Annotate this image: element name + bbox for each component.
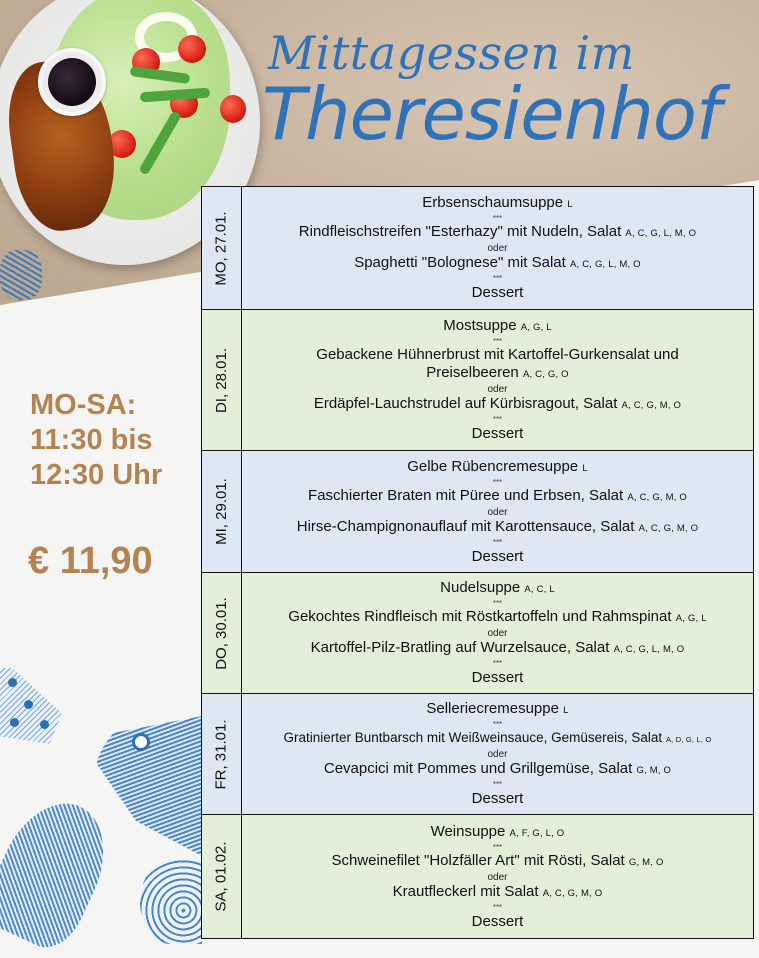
page-title: Theresienhof — [262, 72, 721, 156]
main-dish-2: Spaghetti "Bolognese" mit Salat — [354, 254, 566, 271]
allergens: A, C, G, M, O — [638, 522, 699, 534]
date-cell — [202, 815, 242, 938]
main-dish-2: Cevapcici mit Pommes und Grillgemüse, Salat — [323, 760, 633, 777]
allergens: A, C, G, O — [522, 369, 569, 380]
menu-row-monday — [202, 187, 753, 310]
main-dish-1: Schweinefilet "Holzfäller Art" mit Rösti, Salat — [331, 851, 625, 869]
allergens: A, C, G, M, O — [542, 887, 603, 899]
opening-time-to: 12:30 Uhr — [30, 459, 163, 491]
dessert: Dessert — [471, 669, 524, 686]
dishes-cell — [242, 310, 753, 450]
opening-time-from: 11:30 bis — [30, 424, 153, 456]
title-script: Mittagessen im — [268, 26, 635, 80]
dishes-cell — [242, 187, 753, 309]
main-dish-2: Erdäpfel-Lauchstrudel auf Kürbisragout, Salat — [313, 395, 618, 412]
allergens: L — [567, 199, 573, 210]
separator: *** — [492, 274, 503, 283]
allergens: A, C, G, L, M, O — [613, 644, 685, 655]
menu-row-wednesday — [202, 451, 753, 573]
cabbage-illustration — [140, 860, 202, 944]
menu-row-tuesday — [202, 310, 753, 451]
separator: *** — [492, 214, 503, 223]
main-dish-2: Krautfleckerl mit Salat — [392, 882, 539, 900]
soup: Selleriecremesuppe — [426, 700, 559, 717]
allergens: G, M, O — [628, 856, 664, 868]
dessert: Dessert — [471, 547, 524, 565]
soup: Gelbe Rübencremesuppe — [407, 457, 579, 475]
allergens: L — [582, 462, 588, 474]
allergens: A, C, G, M, O — [621, 400, 682, 411]
menu-row-saturday — [202, 815, 753, 938]
soup: Nudelsuppe — [440, 579, 521, 596]
fish-eye-icon — [132, 733, 150, 751]
separator: *** — [492, 780, 503, 789]
date-label: MO, 27.01. — [213, 210, 231, 286]
dishes-cell — [242, 451, 753, 572]
price-label: € 11,90 — [28, 540, 153, 582]
allergens: A, C, L — [524, 584, 555, 595]
or-label: oder — [487, 384, 508, 395]
herb-illustration — [0, 250, 42, 300]
date-label: MI, 29.01. — [213, 478, 231, 545]
date-label: DO, 30.01. — [213, 596, 231, 670]
dishes-cell — [242, 815, 753, 938]
separator: *** — [492, 477, 503, 487]
main-dish-1: Gebackene Hühnerbrust mit Kartoffel-Gurkensalat und Preiselbeeren — [316, 346, 679, 381]
separator: *** — [492, 415, 503, 424]
separator: *** — [492, 842, 503, 852]
soup: Weinsuppe — [430, 822, 506, 840]
allergens: A, D, G, L, O — [665, 735, 712, 744]
or-label: oder — [487, 749, 508, 760]
main-dish-1: Faschierter Braten mit Püree und Erbsen, Salat — [308, 486, 624, 504]
soup: Mostsuppe — [443, 317, 517, 334]
dessert: Dessert — [471, 912, 524, 930]
main-dish-1: Gekochtes Rindfleisch mit Röstkartoffeln und Rahmspinat — [288, 608, 672, 625]
separator: *** — [492, 337, 503, 346]
dessert: Dessert — [471, 425, 524, 442]
date-label: DI, 28.01. — [213, 347, 231, 413]
separator: *** — [492, 659, 503, 668]
date-label: FR, 31.01. — [213, 718, 231, 790]
date-label: SA, 01.02. — [213, 841, 230, 912]
dessert: Dessert — [471, 790, 524, 807]
menu-row-thursday — [202, 573, 753, 694]
or-label: oder — [487, 628, 508, 639]
allergens: A, C, G, L, M, O — [570, 259, 641, 270]
allergens: L — [563, 705, 569, 716]
or-label: oder — [487, 243, 508, 254]
allergens: A, F, G, L, O — [509, 827, 565, 839]
or-label: oder — [487, 871, 508, 883]
allergens: A, C, G, L, M, O — [625, 228, 697, 239]
menu-row-friday — [202, 694, 753, 815]
allergens: G, M, O — [636, 765, 672, 776]
separator: *** — [492, 537, 503, 547]
dessert: Dessert — [471, 284, 524, 301]
separator: *** — [492, 599, 503, 608]
main-dish-1: Gratinierter Buntbarsch mit Weißweinsauce, Gemüsereis, Salat — [283, 730, 663, 745]
date-cell — [202, 187, 242, 309]
opening-hours — [30, 388, 162, 493]
dishes-cell — [242, 694, 753, 814]
separator: *** — [492, 720, 503, 729]
dishes-cell — [242, 573, 753, 693]
allergens: A, G, L — [520, 322, 552, 333]
date-cell — [202, 573, 242, 693]
main-dish-1: Rindfleischstreifen "Esterhazy" mit Nudeln, Salat — [298, 223, 622, 240]
opening-days: MO-SA: — [30, 389, 137, 421]
allergens: A, G, L — [675, 613, 707, 624]
separator: *** — [492, 902, 503, 912]
soup: Erbsenschaumsuppe — [422, 194, 564, 211]
main-dish-2: Kartoffel-Pilz-Bratling auf Wurzelsauce, Salat — [310, 639, 610, 656]
or-label: oder — [487, 506, 508, 518]
date-cell — [202, 310, 242, 450]
date-cell — [202, 451, 242, 572]
date-cell — [202, 694, 242, 814]
weekly-menu-table — [201, 186, 754, 939]
allergens: A, C, G, M, O — [627, 491, 687, 503]
main-dish-2: Hirse-Champignonauflauf mit Karottensauce, Salat — [296, 517, 635, 535]
